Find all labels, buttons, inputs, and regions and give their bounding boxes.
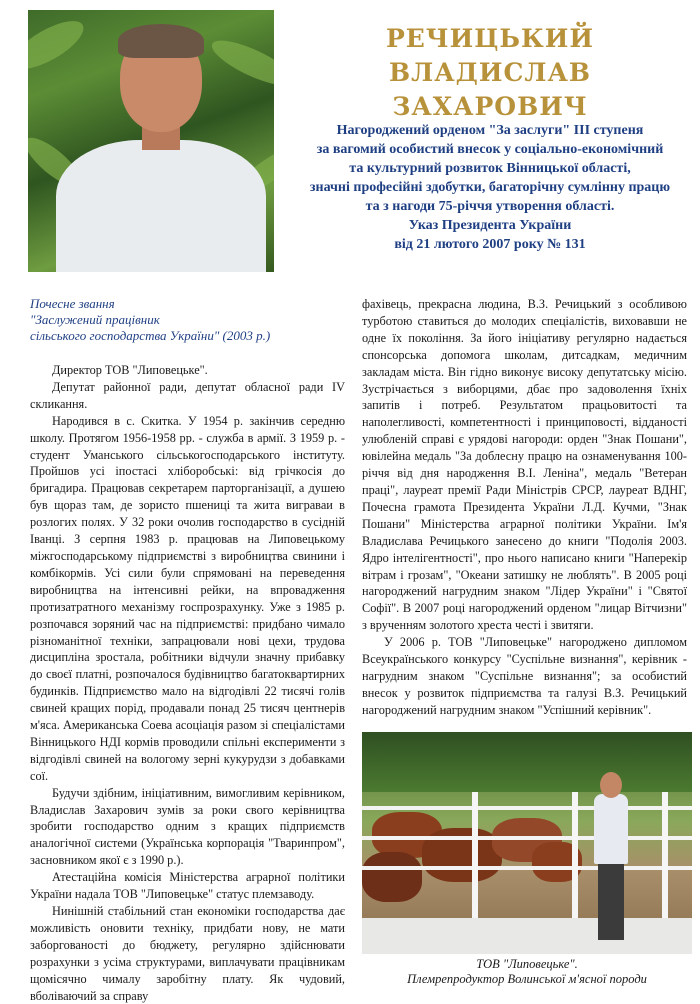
- award-line: від 21 лютого 2007 року № 131: [394, 237, 586, 252]
- award-line: за вагомий особистий внесок у соціально-економічний: [316, 142, 664, 157]
- paragraph: Будучи здібним, ініціативним, вимогливим керівником, Владислав Захарович зумів за роки свого керівництва зробити господарство одним з кращих підприємств аналогічної системи (Українська корпорація "Тваринпром", засновником якої є з 1990 р.).: [30, 785, 345, 868]
- paragraph: Депутат районної ради, депутат обласної ради IV скликання.: [30, 379, 345, 411]
- paragraph: Народився в с. Скитка. У 1954 р. закінчив середню школу. Протягом 1956-1958 рр. - служба в армії. З 1959 р. - студент Уманського сільськогосподарського інституту. Пройшов усі іпостасі хліборобські: від грічкосія до бригадира. Працював секретарем парторганізації, а душею був щораз там, де зористо пшениці та жита виграваи в розлогих полях. У 32 роки очолив господарство в сусідній Іванці. З серпня 1983 р. працював на Липовецькому міжгосподарському підприємстві з виробництва свинини і комбікормів. Усі сили були спрямовані на переведення виробництва на інтенсивні рейки, на впровадження протизатратного механізму госпрозрахунку. Уже з 1985 р. розпочався зоряний час на підприємстві: придбано чимало різноманітної техніки, запрацювали нові цехи, трудова дисципліна зростала, робітники відчули значну прибавку до своєї платні, розпочалося будівництво багатоквартирних будинків. Підприємство мало на відгодівлі 22 тисячі голів свиней кращих порід, продавали понад 25 тисяч центнерів м'яса. Американська Соева асоціація разом зі спеціалістами Вінницького НДІ кормів проводили спільні експерименти з відгодівлі свиней на вологому зерні кукурудзи з добавками сої.: [30, 413, 345, 783]
- paragraph: Атестаційна комісія Міністерства аграрної політики України надала ТОВ "Липовецьке" статус племзаводу.: [30, 870, 345, 902]
- award-citation: [285, 121, 695, 254]
- award-line: Указ Президента України: [408, 218, 572, 233]
- award-line: та культурний розвиток Вінницької області,: [349, 161, 631, 176]
- shirt: [56, 140, 266, 272]
- farm-photo: [362, 732, 692, 954]
- paragraph: У 2006 р. ТОВ "Липовецьке" нагороджено дипломом Всеукраїнського конкурсу "Суспільне визнання", керівник - нагрудним знаком "Суспільне визнання"; за особистий внесок у розвиток підприємства та галузі В.З. Речицький нагороджений нагрудним знаком "Успішний керівник".: [362, 635, 687, 717]
- paragraph: Нинішній стабільний стан економіки господарства дає можливість оновити техніку, придбати нову, не мати заборгованості до бюджету, регулярно здійснювати розрахунки з усіма структурами, виплачувати працівникам щомісячно чималу заробітну плату. Як чудовий, вболіваючий за справу: [30, 904, 345, 1003]
- paragraph: Директор ТОВ "Липовецьке".: [52, 363, 208, 377]
- given-names: ВЛАДИСЛАВ ЗАХАРОВИЧ: [389, 58, 591, 121]
- award-line: значні професійні здобутки, багаторічну сумлінну працю: [309, 180, 671, 195]
- award-line: та з нагоди 75-річчя утворення області.: [365, 199, 615, 214]
- portrait-photo: [28, 10, 274, 272]
- person-name-heading: [290, 22, 690, 124]
- honorary-title: Почесне звання "Заслужений працівник сільського господарства України" (2003 р.): [30, 296, 271, 343]
- body-column-left: [30, 362, 345, 1004]
- award-line: Нагороджений орденом "За заслуги" III ступеня: [336, 123, 644, 138]
- surname: РЕЧИЦЬКИЙ: [385, 24, 595, 53]
- body-column-right: [362, 296, 687, 719]
- paragraph: фахівець, прекрасна людина, В.З. Речицький з особливою турботою ставиться до молодих спеціалістів, виховавши не одне їх покоління. За його ініціативу регулярно надається спонсорська допомога школам, дитсадкам, медичним закладам міста. Він гідно виконує високу депутатську місію. Зустрічається з виборцями, дбає про задоволення їхніх запитів і потреб. Результатом працьовитості та наполегливості, компетентності і принциповості, відданості улюбленій справі є урядові нагороди: орден "Знак Пошани", ювілейна медаль "За доблесну працю на ознаменування 100-річчя від дня народження В.І. Леніна", медаль "Ветеран праці", лауреат премії Ради Міністрів СРСР, лауреат ВДНГ, Почесна грамота Президента України Л.Д. Кучми, "Знак Пошани" Міністерства аграрної політики України. Ім'я Владислава Речицького занесено до книги "Подолія 2003. Ядро інтелігентності", про нього написано книги "Наперекір вітрам і грозам", "Океани затишку не люблять". В 2005 році нагороджений нагрудним знаком "Лідер України" і "Святої Софії". В 2007 році нагороджений орденом "лицар Вітчизни" з врученням золотого хреста честі і звитяги.: [362, 297, 687, 633]
- photo-caption: ТОВ "Липовецьке". Племрепродуктор Волинської м'ясної породи: [407, 957, 647, 986]
